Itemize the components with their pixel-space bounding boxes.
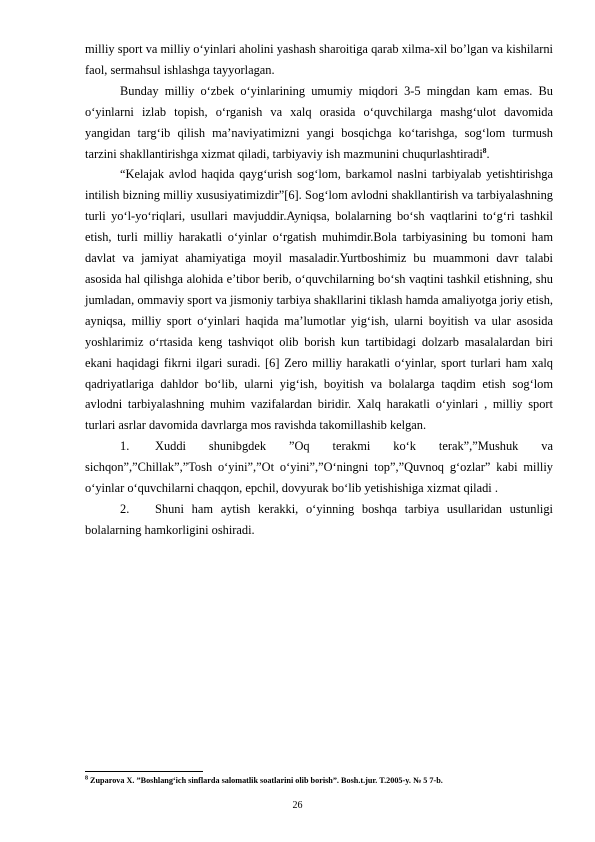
footnote-separator — [85, 771, 203, 772]
page-number: 26 — [292, 800, 303, 811]
footnote-reference[interactable]: 8 — [482, 145, 487, 155]
paragraph-continuation: milliy sport va milliy o‘yinlari aholini yashash sharoitiga qarab xilma-xil bo’lgan va kishilarni faol, sermahsul ishlashga tayyorlagan. — [85, 42, 553, 77]
footnote-marker: 8 — [85, 775, 88, 782]
list-item-number: 1. — [120, 439, 130, 454]
footnote — [85, 775, 555, 786]
paragraph-kelajak-avlod: “Kelajak avlod haqida qayg‘urish sog‘lom, barkamol naslni tarbiyalab yetishtirishga intilish bizning milliy xususiyatimizdir”[6]. Sog‘lom avlodni shakllantirish va tarbiyalashning turli yo‘l-yo‘riqlari, usullari mavjuddir.Ayniqsa, bolalarning bo‘sh vaqtlarini to‘g‘ri tashkil etish, turli milliy harakatli o‘yinlar o‘rgatish muhimdir.Bola tarbiyasining bu tomoni ham davlat va jamiyat ahamiyatiga moyil masaladir.Yurtboshimiz bu muammoni davr talabi asosida hal qilishga alohida e’tibor berib, o‘quvchilarning bo‘sh vaqtini tashkil etishning, shu jumladan, ommaviy sport va jismoniy tarbiya shakllarini tiklash hamda amaliyotga joriy etish, ayniqsa, milliy sport o‘yinlari haqida ma’lumotlar yig‘ish, ularni boyitish va ular asosida yoshlarimiz o‘rtasida keng tashviqot olib borish kun tartibidagi dolzarb masalalardan biri ekani haqidagi fikrni ilgari suradi. [6] Zero milliy harakatli o‘yinlar, sport turlari ham xalq qadriyatlariga dahldor bo‘lib, ularni yig‘ish, boyitish va bolalarga taqdim etish sog‘lom avlodni tarbiyalashning muhim vazifalardan biridir. Xalq harakatli o‘yinlari , milliy sport turlari asrlar davomida davrlarga mos ravishda takomillashib kelgan. — [85, 167, 553, 433]
body-text — [85, 39, 553, 541]
list-item-number: 2. — [120, 501, 130, 516]
list-item — [85, 499, 553, 541]
footnote-text: Zuparova X. ”Boshlang‘ich sinflarda salomatlik soatlarini olib borish”. Bosh.t.jur. T.2005-y. № 5 7-b. — [88, 776, 443, 785]
paragraph-text: Bunday milliy o‘zbek o‘yinlarining umumiy miqdori 3-5 mingdan kam emas. Bu o‘yinlarni izlab topish, o‘rganish va xalq orasida o‘quvchilarga mashg‘ulot davomida yangidan targ‘ib qilish ma’naviyatimizni yangi bosqichga ko‘tarishga, sog‘lom turmush tarzini shakllantirishga xizmat qiladi, tarbiyaviy ish mazmunini chuqurlashtiradi — [85, 83, 553, 161]
list-item-text: Xuddi shunibgdek ”Oq terakmi ko‘k terak”,”Mushuk va sichqon”,”Chillak”,”Tosh o‘yini”,”Ot o‘yini”,”O‘ningni top”,”Quvnoq g‘ozlar” kabi milliy o‘yinlar o‘quvchilarni chaqqon, epchil, dovyurak bo‘lib yetishishiga xizmat qiladi . — [85, 439, 553, 496]
paragraph-end: . — [486, 146, 490, 161]
paragraph-o-yinlar-miqdori — [85, 81, 553, 165]
list-item — [85, 436, 553, 499]
list-item-text: Shuni ham aytish kerakki, o‘yinning boshqa tarbiya usullaridan ustunligi bolalarning hamkorligini oshiradi. — [85, 501, 553, 537]
